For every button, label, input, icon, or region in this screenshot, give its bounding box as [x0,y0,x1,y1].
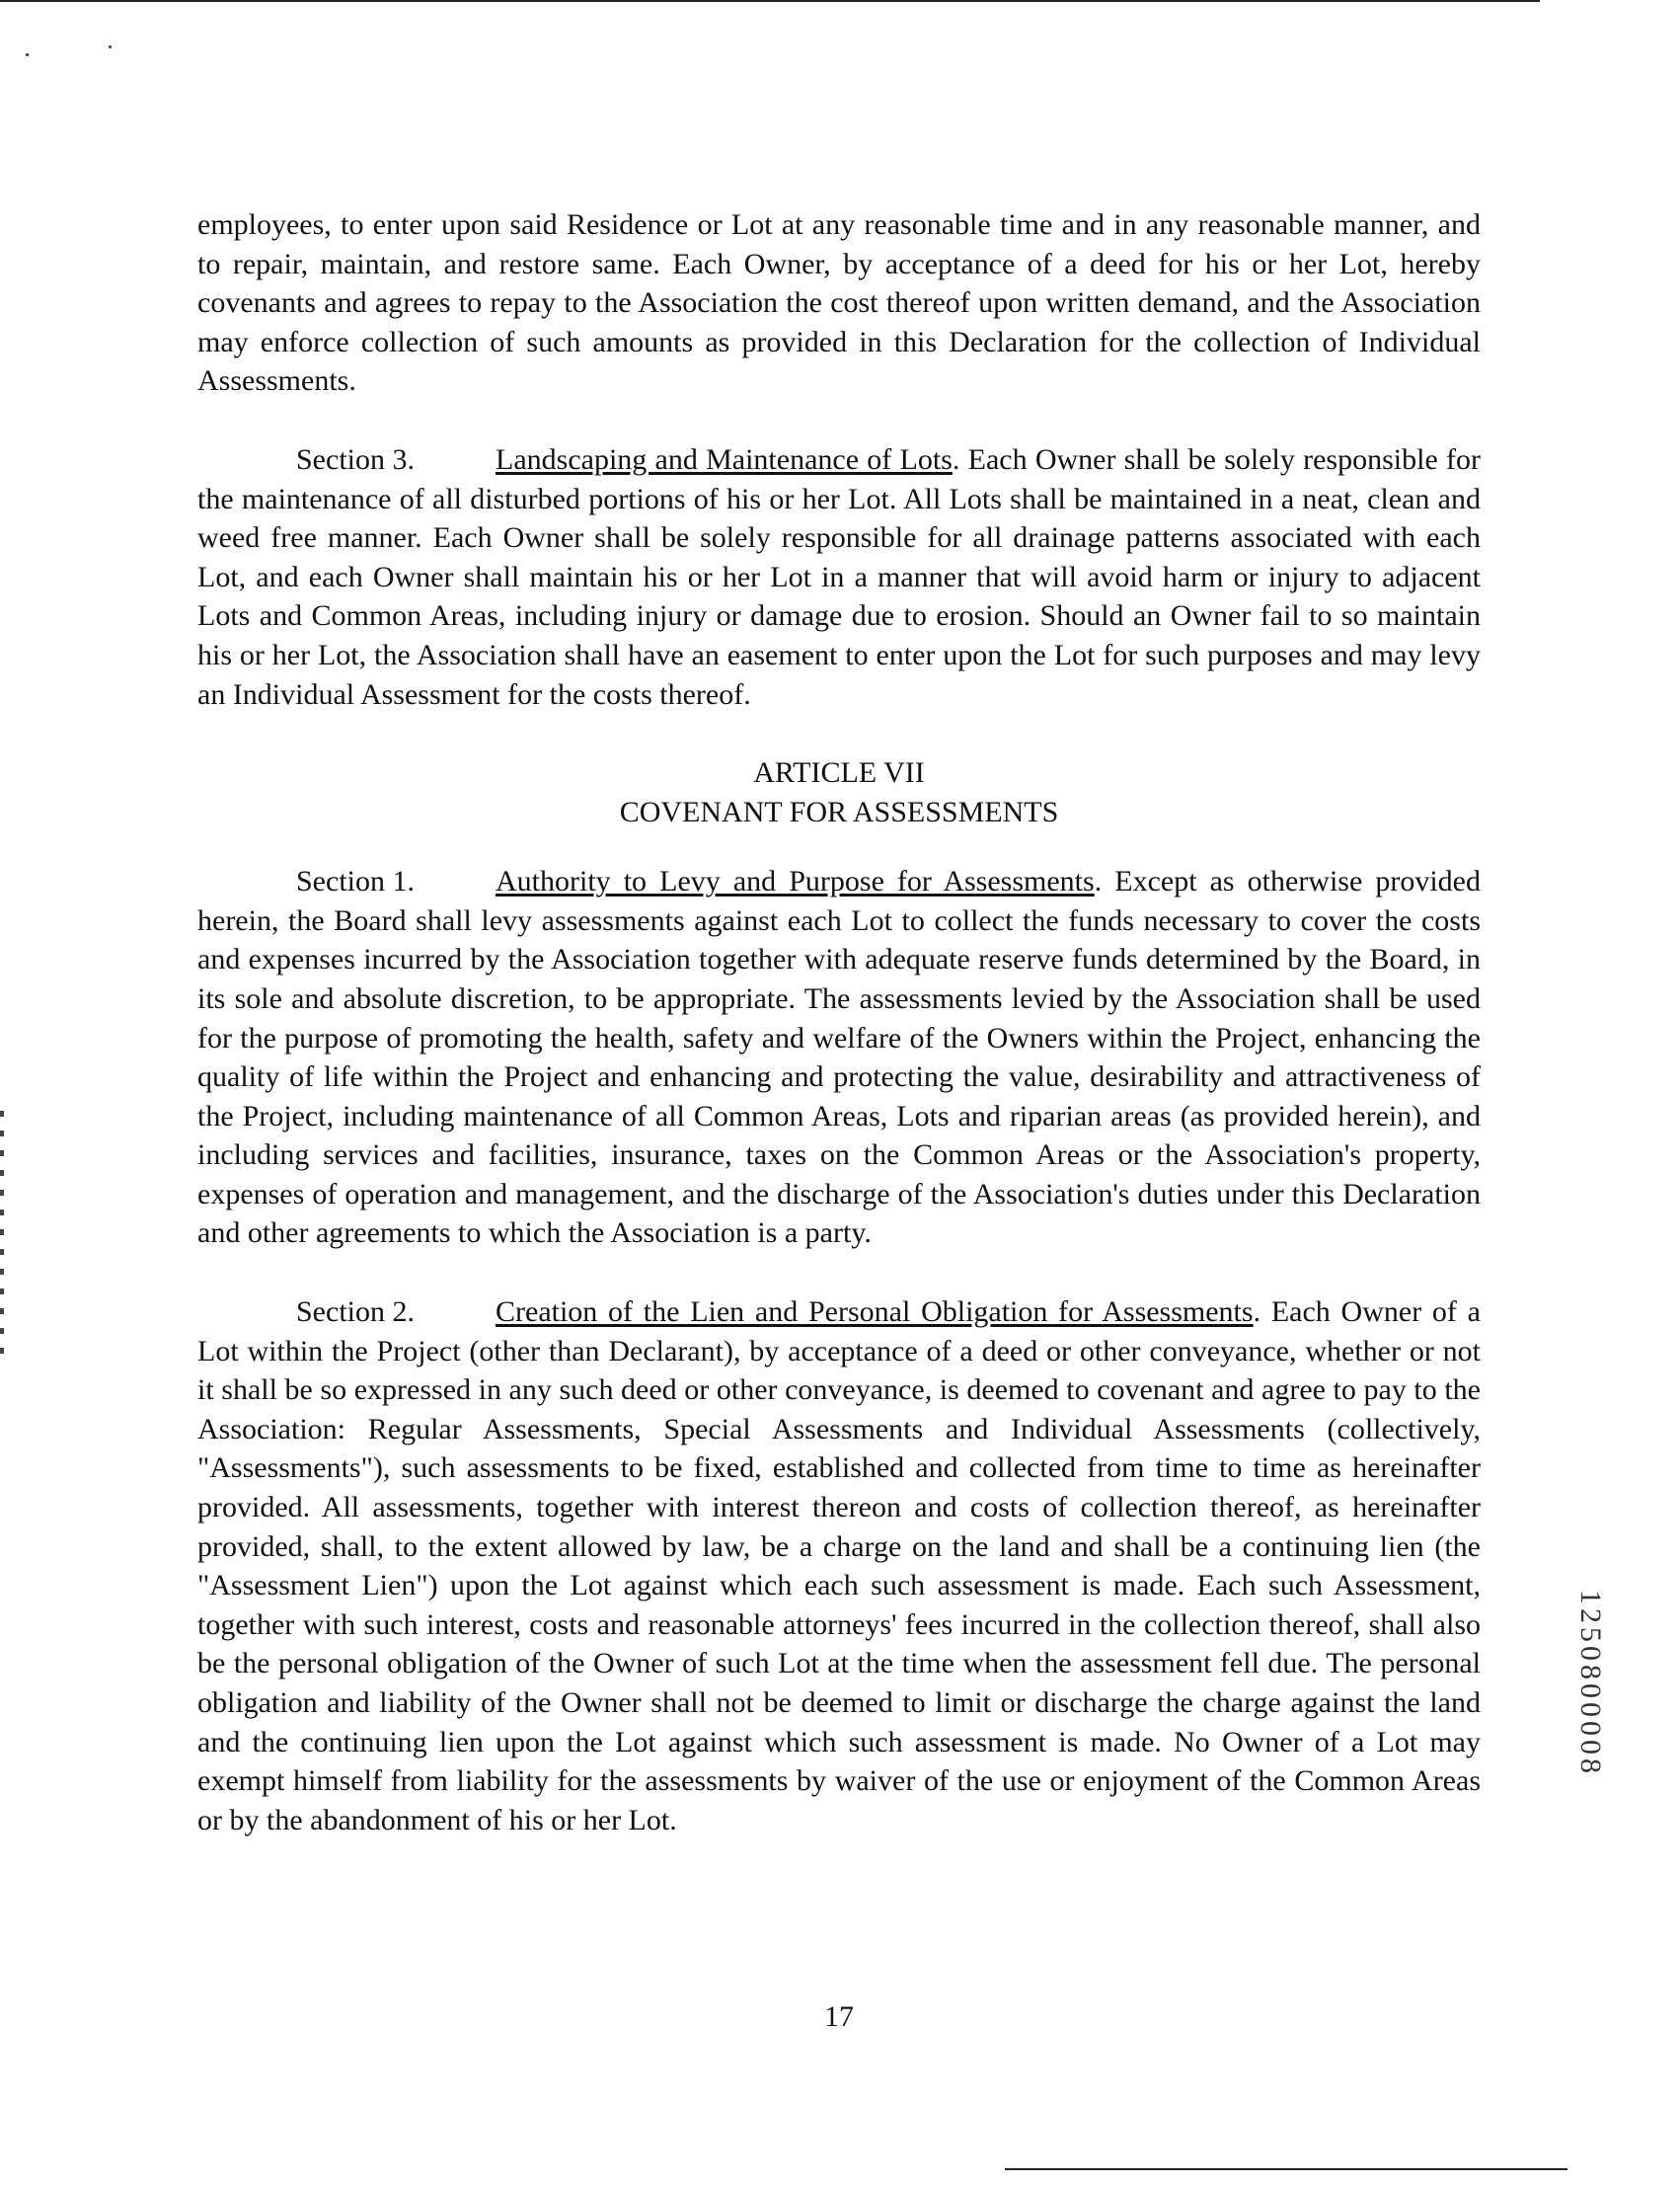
section-3-paragraph [197,440,1481,714]
section-3-title: Landscaping and Maintenance of Lots [496,442,953,476]
section-2-label: Section 2. [296,1295,415,1329]
page-number: 17 [824,2000,854,2033]
section-2-paragraph [197,1292,1481,1839]
section-2-body: . Each Owner of a Lot within the Project (other than Declarant), by acceptance of a deed or other conveyance, whether or not it shall be so expressed in any such deed or other conveyance, is deemed to covenant and agree to pay to the Association: Regular Assessments, Special Assessments and Individual Assessments (collectively, "Assessments"), such assessments to be fixed, established and collected from time to time as hereinafter provided. All assessments, together with interest thereon and costs of collection thereof, as hereinafter provided, shall, to the extent allowed by law, be a charge on the land and shall be a continuing lien (the "Assessment Lien") upon the Lot against which each such assessment is made. Each such Assessment, together with such interest, costs and reasonable attorneys' fees incurred in the collection thereof, shall also be the personal obligation of the Owner of such Lot at the time when the assessment fell due. The personal obligation and liability of the Owner shall not be deemed to limit or discharge the charge against the land and the continuing lien upon the Lot against which such assessment is made. No Owner of a Lot may exempt himself from liability for the assessments by waiver of the use or enjoyment of the Common Areas or by the abandonment of his or her Lot. [197,1295,1481,1836]
section-2-title: Creation of the Lien and Personal Obligation for Assessments [496,1295,1254,1329]
scan-margin-marks [0,1111,4,1367]
section-3-label: Section 3. [296,442,415,476]
scan-edge-bottom [1005,2168,1567,2170]
article-number: ARTICLE VII [753,756,925,790]
section-1-paragraph [197,862,1481,1253]
scan-speck [109,45,112,48]
scan-speck [26,53,29,56]
section-1-title: Authority to Levy and Purpose for Assessments [496,865,1095,898]
article-heading [197,753,1481,832]
section-1-body: . Except as otherwise provided herein, the Board shall levy assessments against each Lot to collect the funds necessary to cover the costs and expenses incurred by the Association together with adequate reserve funds determined by the Board, in its sole and absolute discretion, to be appropriate. The assessments levied by the Association shall be used for the purpose of promoting the health, safety and welfare of the Owners within the Project, enhancing the quality of life within the Project and enhancing and protecting the value, desirability and attractiveness of the Project, including maintenance of all Common Areas, Lots and riparian areas (as provided herein), and including services and facilities, insurance, taxes on the Common Areas or the Association's property, expenses of operation and management, and the discharge of the Association's duties under this Declaration and other agreements to which the Association is a party. [197,865,1482,1250]
article-title: COVENANT FOR ASSESSMENTS [619,796,1059,829]
scan-edge-top [0,0,1540,2]
section-1-label: Section 1. [296,865,415,898]
side-stamp-number: 1250800008 [1574,1590,1607,1777]
document-body [197,205,1481,1879]
section-3-body: . Each Owner shall be solely responsible for the maintenance of all disturbed portions of his or her Lot. All Lots shall be maintained in a neat, clean and weed free manner. Each Owner shall be solely responsible for all drainage patterns associated with each Lot, and each Owner shall maintain his or her Lot in a manner that will avoid harm or injury to adjacent Lots and Common Areas, including injury or damage due to erosion. Should an Owner fail to so maintain his or her Lot, the Association shall have an easement to enter upon the Lot for such purposes and may levy an Individual Assessment for the costs thereof. [197,442,1482,711]
intro-paragraph: employees, to enter upon said Residence or Lot at any reasonable time and in any reasonable manner, and to repair, maintain, and restore same. Each Owner, by acceptance of a deed for his or her Lot, hereby covenants and agrees to repay to the Association the cost thereof upon written demand, and the Association may enforce collection of such amounts as provided in this Declaration for the collection of Individual Assessments. [197,208,1481,398]
